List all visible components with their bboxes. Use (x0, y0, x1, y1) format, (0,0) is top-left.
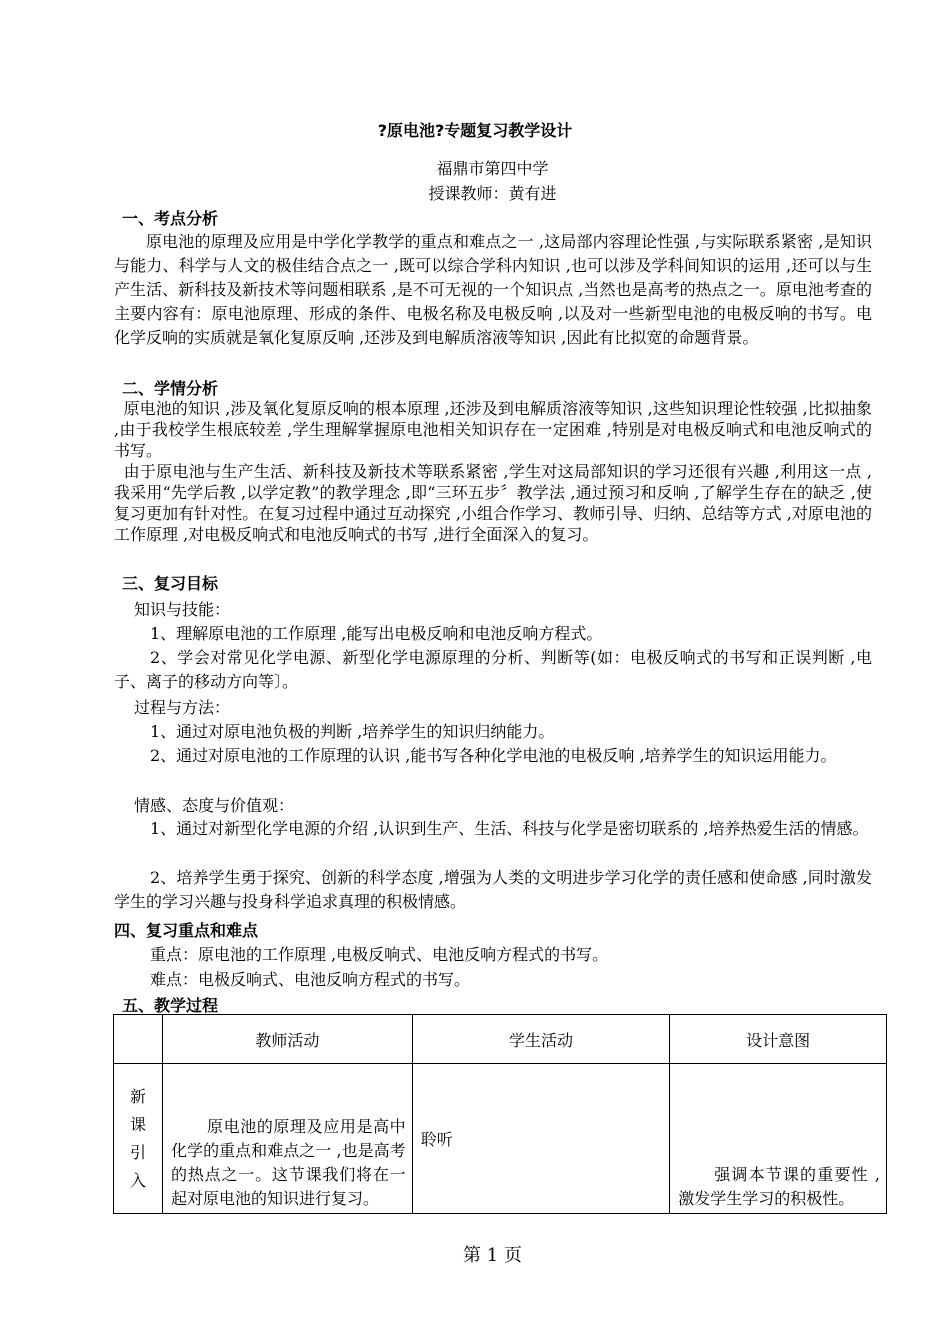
goal-knowledge-label: 知识与技能： (134, 600, 231, 619)
goal-emotion-label: 情感、态度与价值观： (134, 796, 295, 815)
table-header-cell: 设计意图 (670, 1015, 887, 1064)
section-analysis-paragraph: 原电池的原理及应用是中学化学教学的重点和难点之一 ,这局部内容理论性强 ,与实际联系紧密 ,是知识与能力、科学与人文的极佳结合点之一 ,既可以综合学科内知识 ,也可以涉及学科间知识的运用 ,还可以与生产生活、新科技及新技术等问题相联系 ,是不可无视的一个知识点 ,当然也是高考的热点之一。原电池考查的主要内容有：原电池原理、形成的条件、电极名称及电极反响 ,以及对一些新型电池的电极反响的书写。电化学反响的实质就是氧化复原反响 ,还涉及到电解质溶液等知识 ,因此有比拟宽的命题背景。 (114, 232, 872, 347)
stage-char: 引 (130, 1142, 147, 1162)
teacher-activity-cell (163, 1064, 413, 1214)
goal-knowledge-2: 2、学会对常见化学电源、新型化学电源原理的分析、判断等(如：电极反响式的书写和正误判断 ,电子、离子的移动方向等〕。 (114, 648, 872, 691)
design-intent-cell (670, 1064, 887, 1214)
key-point: 重点：原电池的工作原理 ,电极反响式、电池反响方程式的书写。 (150, 945, 609, 964)
students-paragraph-2: 由于原电池与生产生活、新科技及新技术等联系紧密 ,学生对这局部知识的学习还很有兴趣 ,利用这一点 ,我采用“先学后教 ,以学定教”的教学理念 ,即“三环五步〞教学法 ,通过预习和反响 ,了解学生存在的缺乏 ,使复习更加有针对性。在复习过程中通过互动探究 ,小组合作学习、教师引导、归纳、总结等方式 ,对原电池的工作原理 ,对电极反响式和电池反响式的书写 ,进行全面深入的复习。 (114, 462, 872, 544)
table-header-cell (114, 1015, 163, 1064)
goal-knowledge-1: 1、理解原电池的工作原理 ,能写出电极反响和电池反响方程式。 (150, 624, 603, 643)
section-heading-students: 二、学情分析 (122, 379, 219, 398)
goal-process-2: 2、通过对原电池的工作原理的认识 ,能书写各种化学电池的电极反响 ,培养学生的知识运用能力。 (150, 746, 837, 765)
goal-process-1: 1、通过对原电池负极的判断 ,培养学生的知识归纳能力。 (150, 722, 555, 741)
goal-emotion-1: 1、通过对新型化学电源的介绍 ,认识到生产、生活、科技与化学是密切联系的 ,培养热爱生活的情感。 (150, 819, 869, 838)
stage-cell (114, 1064, 163, 1214)
section-heading-process: 五、教学过程 (122, 996, 219, 1015)
goal-process-label: 过程与方法： (134, 698, 231, 717)
page-number: 第 1 页 (463, 1245, 522, 1266)
school-name: 福鼎市第四中学 (436, 159, 549, 178)
student-activity-cell: 聆听 (412, 1064, 670, 1214)
goal-emotion-2: 2、培养学生勇于探究、创新的科学态度 ,增强为人类的文明进步学习化学的责任感和使命感 ,同时激发学生的学习兴趣与投身科学追求真理的积极情感。 (114, 868, 872, 911)
document-title: ?原电池?专题复习教学设计 (377, 121, 573, 140)
teaching-process-table (113, 1014, 887, 1214)
section-heading-key-points: 四、复习重点和难点 (114, 921, 259, 940)
table-header-row (114, 1015, 887, 1064)
stage-char: 入 (130, 1170, 147, 1190)
design-intent-text: 强调本节课的重要性 ,激发学生学习的积极性。 (678, 1165, 880, 1208)
table-header-cell: 教师活动 (163, 1015, 413, 1064)
table-header-cell: 学生活动 (412, 1015, 670, 1064)
stage-char: 课 (130, 1114, 147, 1134)
section-heading-goals: 三、复习目标 (122, 574, 219, 593)
stage-char: 新 (130, 1086, 147, 1106)
students-paragraph-1: 原电池的知识 ,涉及氧化复原反响的根本原理 ,还涉及到电解质溶液等知识 ,这些知识理论性较强 ,比拟抽象 ,由于我校学生根底较差 ,学生理解掌握原电池相关知识存在一定困难 ,特别是对电极反响式和电池反响式的书写。 (114, 399, 872, 460)
table-row (114, 1064, 887, 1214)
difficult-point: 难点：电极反响式、电池反响方程式的书写。 (150, 970, 471, 989)
teacher-name: 授课教师：黄有进 (428, 184, 557, 203)
teacher-activity-text: 原电池的原理及应用是高中化学的重点和难点之一 ,也是高考的热点之一。这节课我们将在一起对原电池的知识进行复习。 (171, 1117, 406, 1208)
section-heading-analysis: 一、考点分析 (122, 209, 219, 228)
